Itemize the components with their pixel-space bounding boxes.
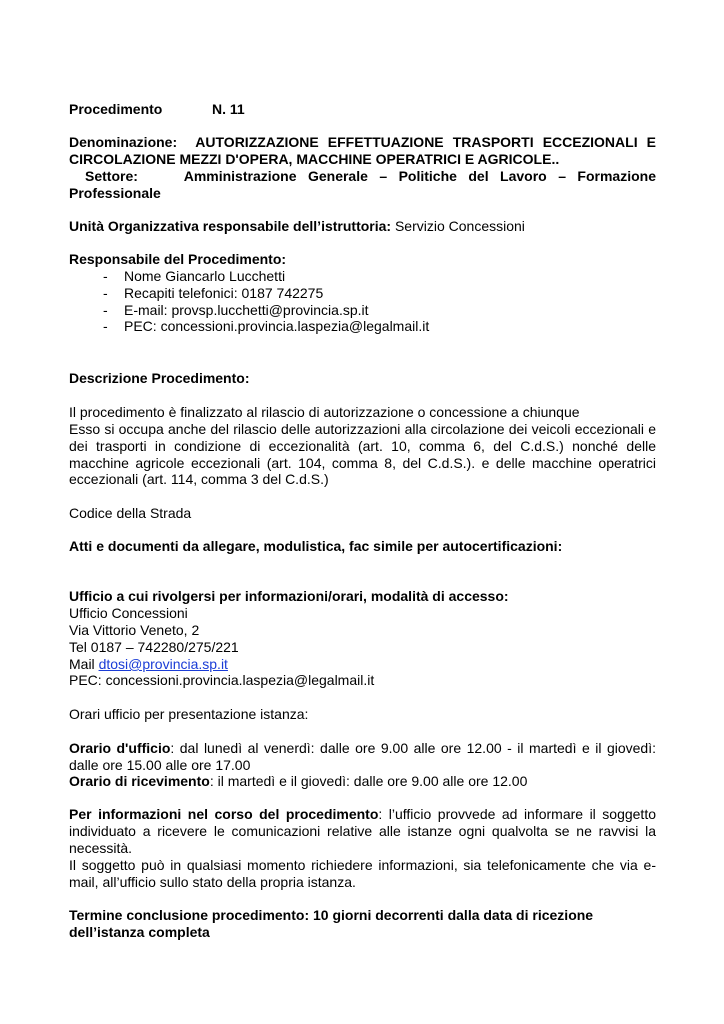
procedimento-number: N. 11	[212, 101, 245, 117]
ufficio-pec: PEC: concessioni.provincia.laspezia@legalmail.it	[69, 672, 375, 688]
settore-label: Settore:	[85, 168, 138, 184]
orario-ufficio-label: Orario d'ufficio	[69, 740, 171, 756]
responsabile-pec: PEC: concessioni.provincia.laspezia@legalmail.it	[124, 318, 430, 335]
orario-ufficio-text: : dal lunedì al venerdì: dalle ore 9.00 alle ore 12.00 - il martedì e il giovedì: dalle ore 15.00 alle ore 17.00	[69, 740, 656, 773]
descrizione-heading: Descrizione Procedimento:	[69, 370, 250, 386]
ufficio-address: Via Vittorio Veneto, 2	[69, 622, 200, 638]
list-item: - PEC: concessioni.provincia.laspezia@legalmail.it	[103, 318, 430, 335]
list-item: - Nome Giancarlo Lucchetti	[103, 268, 286, 284]
denominazione-line1	[69, 134, 656, 151]
procedimento-label: Procedimento	[69, 101, 163, 117]
orari-intro: Orari ufficio per presentazione istanza:	[69, 706, 309, 722]
informazioni-label: Per informazioni nel corso del procedimento	[69, 806, 379, 822]
settore-value-line2: Professionale	[69, 185, 161, 201]
ufficio-mail	[69, 656, 656, 673]
termine-conclusione: Termine conclusione procedimento: 10 giorni decorrenti dalla data di ricezione dell’istanza completa	[69, 907, 594, 940]
responsabile-nome: Nome Giancarlo Lucchetti	[124, 268, 286, 284]
denominazione-label: Denominazione:	[69, 134, 178, 150]
informazioni-text: : l’ufficio provvede ad informare il soggetto individuato a ricevere le comunicazioni relative alle istanze ogni qualvolta se ne ravvisi la necessità.	[69, 806, 656, 856]
orario-ricevimento-label: Orario di ricevimento	[69, 773, 210, 789]
informazioni-paragraph-2: Il soggetto può in qualsiasi momento richiedere informazioni, sia telefonicamente che via e-mail, all’ufficio sullo stato della propria istanza.	[69, 857, 656, 890]
denominazione-value-line1: AUTORIZZAZIONE EFFETTUAZIONE TRASPORTI ECCEZIONALI E	[195, 134, 656, 150]
denominazione-value-line2: CIRCOLAZIONE MEZZI D'OPERA, MACCHINE OPERATRICI E AGRICOLE..	[69, 151, 560, 167]
atti-heading: Atti e documenti da allegare, modulistica, fac simile per autocertificazioni:	[69, 538, 563, 554]
ufficio-heading: Ufficio a cui rivolgersi per informazioni/orari, modalità di accesso:	[69, 588, 509, 604]
ufficio-mail-label: Mail	[69, 656, 99, 672]
settore-line1	[85, 168, 656, 185]
responsabile-heading: Responsabile del Procedimento:	[69, 251, 287, 267]
orario-ufficio	[69, 740, 656, 774]
unita-value: Servizio Concessioni	[394, 218, 525, 234]
descrizione-paragraph: Esso si occupa anche del rilascio delle autorizzazioni alla circolazione dei veicoli eccezionali e dei trasporti in condizione di eccezionalità (art. 10, comma 6, del C.d.S.) nonché delle macchine agricole eccezionali (art. 104, comma 8, del C.d.S.). e delle macchine operatrici eccezionali (art. 114, comma 3 del C.d.S.)	[69, 421, 656, 488]
ufficio-mail-link[interactable]: dtosi@provincia.sp.it	[98, 656, 228, 672]
ufficio-tel: Tel 0187 – 742280/275/221	[69, 639, 239, 655]
unita-organizzativa	[69, 218, 656, 235]
list-item: - E-mail: provsp.lucchetti@provincia.sp.it	[103, 301, 369, 318]
codice-della-strada: Codice della Strada	[69, 505, 192, 521]
responsabile-telefono: Recapiti telefonici: 0187 742275	[124, 284, 324, 301]
orario-ricevimento	[69, 773, 656, 790]
ufficio-name: Ufficio Concessioni	[69, 605, 188, 621]
responsabile-list	[69, 268, 656, 335]
responsabile-email: E-mail: provsp.lucchetti@provincia.sp.it	[124, 301, 369, 318]
orario-ricevimento-text: : il martedì e il giovedì: dalle ore 9.00 alle ore 12.00	[209, 773, 528, 789]
descrizione-line1: Il procedimento è finalizzato al rilascio di autorizzazione o concessione a chiunque	[69, 404, 580, 420]
settore-value-line1: Amministrazione Generale – Politiche del Lavoro – Formazione	[183, 168, 656, 184]
unita-label: Unità Organizzativa responsabile dell’istruttoria:	[69, 218, 392, 234]
list-item: - Recapiti telefonici: 0187 742275	[103, 284, 324, 301]
informazioni-paragraph	[69, 806, 656, 856]
procedimento-line	[69, 101, 656, 118]
